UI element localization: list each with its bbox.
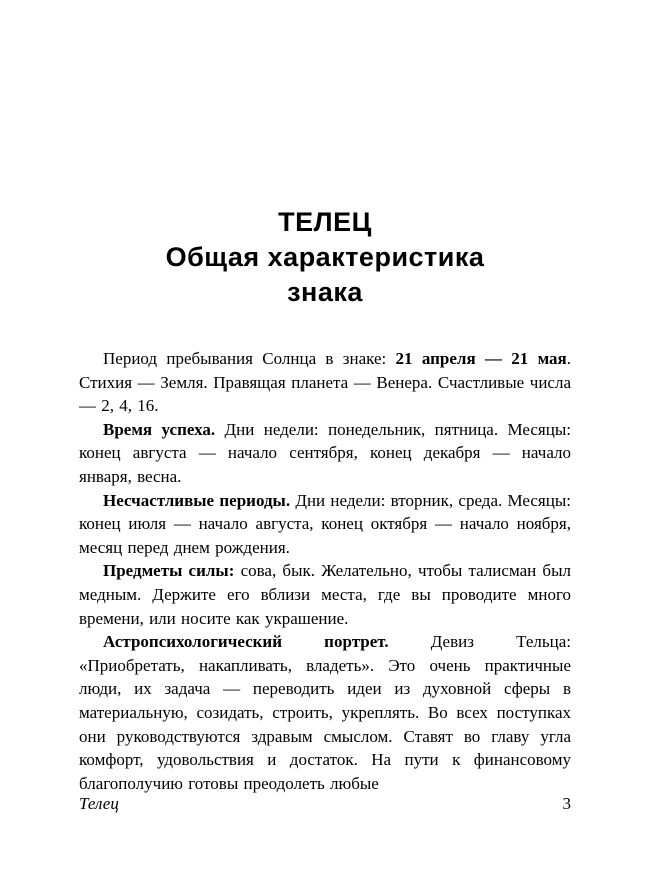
text-segment: Девиз Тельца: «Приобретать, накапливать, владеть». Это очень практичные люди, их задача — переводить идеи из духовной сферы в материальную, созидать, строить, укреплять. Во всех поступках они руководствуются здравым смыслом. Ставят во главу угла комфорт, удовольствия и достаток. На пути к финансовому благополучию готовы преодолеть любые: [79, 632, 571, 793]
paragraph: [79, 489, 571, 560]
body-text: [79, 347, 571, 795]
bold-lead-segment: Несчастливые периоды.: [103, 490, 291, 510]
paragraph: [79, 418, 571, 489]
text-segment: Дни недели: вторник, среда. Месяцы: конец июля — начало августа, конец октября — начало ноября, месяц перед днем рождения.: [79, 490, 571, 557]
page-number: 3: [562, 794, 571, 813]
page-footer: [79, 794, 571, 814]
text-segment: Дни недели: понедельник, пятница. Месяцы: конец августа — начало сентября, конец декабря — начало января, весна.: [79, 419, 571, 486]
running-title: Телец: [79, 794, 119, 813]
text-segment: Период пребывания Солнца в знаке:: [103, 349, 396, 368]
paragraph: [79, 559, 571, 630]
chapter-subtitle-line2: знака: [287, 277, 363, 307]
text-segment: сова, бык. Желательно, чтобы талисман был медным. Держите его вблизи места, где вы проводите много времени, или носите как украшение.: [79, 561, 571, 628]
bold-lead-segment: Астропсихологический портрет.: [103, 632, 389, 652]
bold-lead-segment: Время успеха.: [103, 419, 216, 439]
bold-lead-segment: Предметы силы:: [103, 561, 235, 581]
bold-text-segment: 21 апреля — 21 мая: [395, 349, 567, 368]
chapter-heading: [0, 0, 650, 310]
paragraph: [79, 347, 571, 418]
paragraph: [79, 630, 571, 795]
chapter-subtitle-line1: Общая характеристика: [165, 242, 485, 272]
text-segment: . Стихия — Земля. Правящая планета — Венера. Счастливые числа — 2, 4, 16.: [79, 349, 571, 416]
chapter-title: ТЕЛЕЦ: [278, 207, 372, 237]
